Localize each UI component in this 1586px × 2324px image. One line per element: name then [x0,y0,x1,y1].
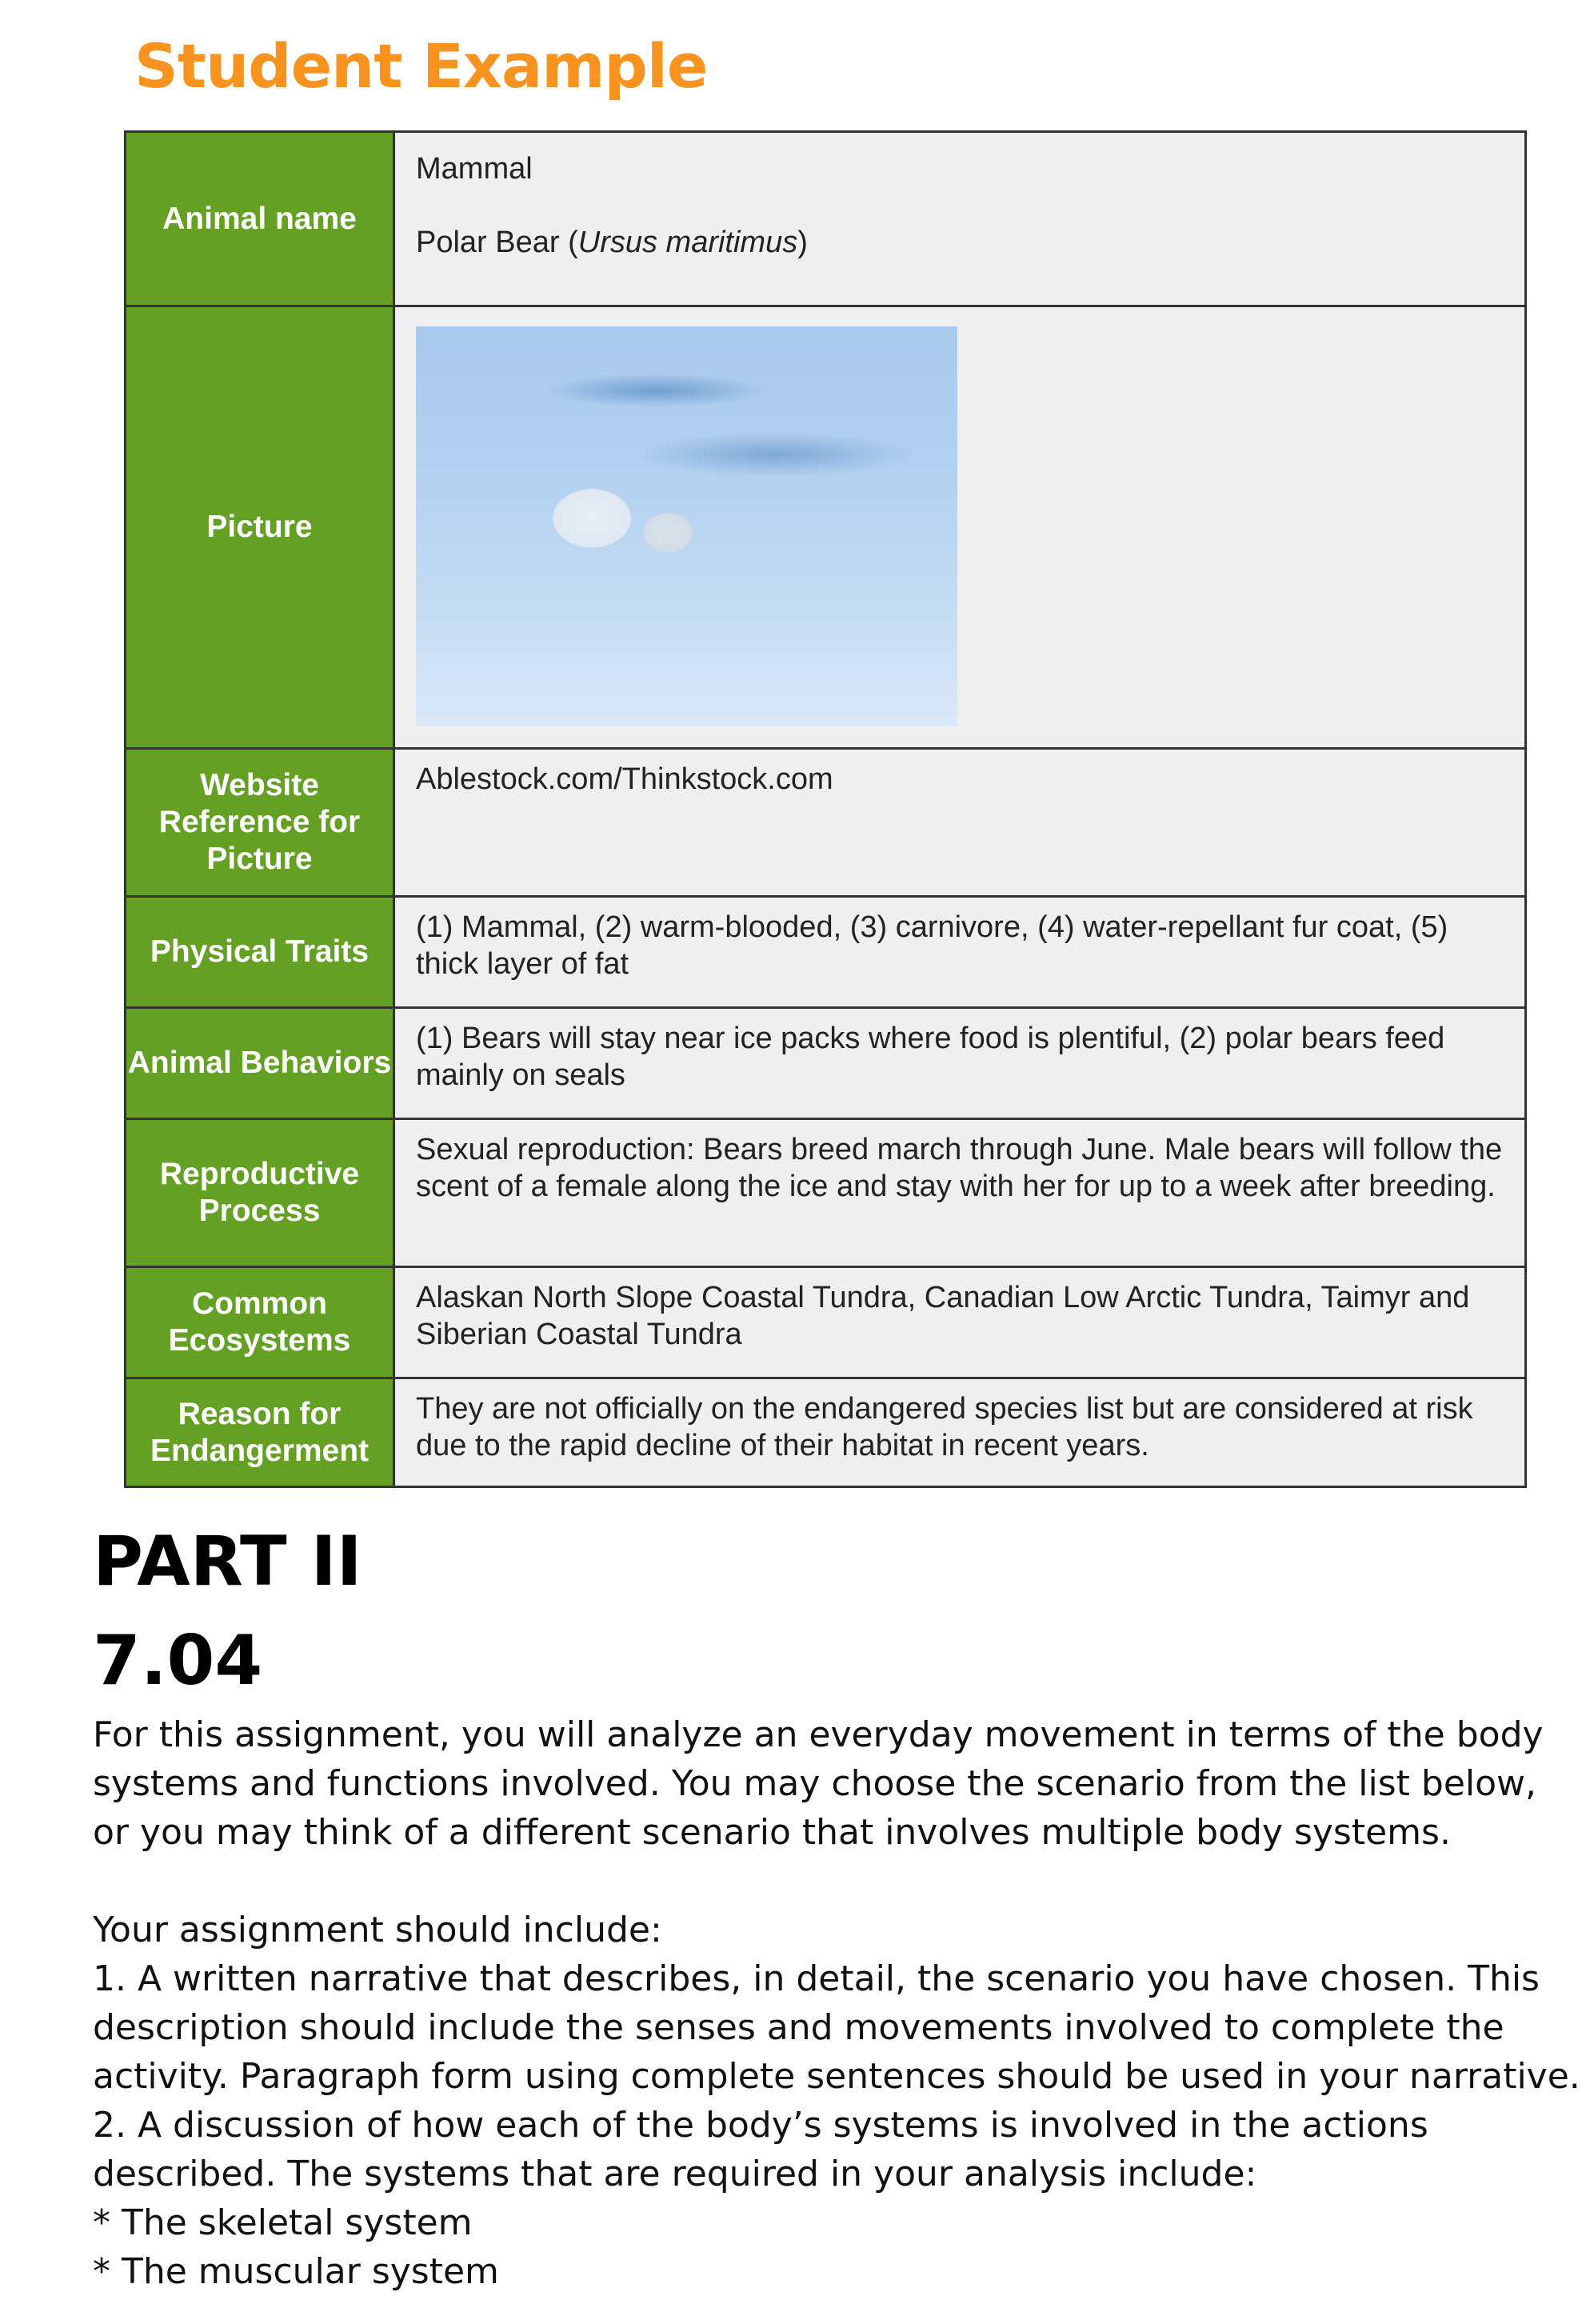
polar-bear-image [416,326,957,726]
list-item: * The skeletal system [93,2202,473,2243]
animal-info-table [124,130,1527,1488]
table-row-picture [126,306,1526,749]
row-label: Animal name [126,132,394,306]
include-heading: Your assignment should include: [93,1910,662,1950]
intro-paragraph: For this assignment, you will analyze an everyday movement in terms of the body systems and functions involved. You may choose the scenario from the list below, or you may think of a different scenario that involves multiple body systems. [93,1714,1544,1853]
animal-class: Mammal [416,152,533,186]
row-value: Sexual reproduction: Bears breed march through June. Male bears will follow the scent of a female along the ice and stay with her for up to a week after breeding. [394,1119,1526,1267]
animal-common-name [416,224,1505,261]
table-row-physical-traits [126,897,1526,1008]
list-item: * The muscular system [93,2251,499,2292]
common-name-text: Polar Bear ( [416,226,578,259]
assignment-text [93,1710,1580,2296]
paren-close: ) [797,226,808,259]
table-row-animal-name [126,132,1526,306]
table-row-behaviors [126,1008,1526,1119]
row-label: Common Ecosystems [126,1267,394,1378]
row-label: Animal Behaviors [126,1008,394,1119]
list-item: 2. A discussion of how each of the body’s systems is involved in the actions described. The systems that are required in your analysis include: [93,2105,1428,2194]
row-value: (1) Mammal, (2) warm-blooded, (3) carnivore, (4) water-repellant fur coat, (5) thick layer of fat [394,897,1526,1008]
scientific-name: Ursus maritimus [577,226,798,259]
part-heading: PART II [93,1522,362,1602]
section-number: 7.04 [93,1621,263,1701]
table-row-endangerment [126,1378,1526,1487]
row-value: Ablestock.com/Thinkstock.com [394,749,1526,897]
row-value: Alaskan North Slope Coastal Tundra, Canadian Low Arctic Tundra, Taimyr and Siberian Coastal Tundra [394,1267,1526,1378]
row-value [394,306,1526,749]
table-row-reproduction [126,1119,1526,1267]
list-item: 1. A written narrative that describes, in detail, the scenario you have chosen. This description should include the senses and movements involved to complete the activity. Paragraph form using complete sentences should be used in your narrative. [93,1958,1580,2097]
page-title: Student Example [134,30,708,102]
table-row-website [126,749,1526,897]
row-label: Website Reference for Picture [126,749,394,897]
row-label: Picture [126,306,394,749]
row-label: Reason for Endangerment [126,1378,394,1487]
row-label: Physical Traits [126,897,394,1008]
row-label: Reproductive Process [126,1119,394,1267]
table-row-ecosystems [126,1267,1526,1378]
row-value: (1) Bears will stay near ice packs where food is plentiful, (2) polar bears feed mainly on seals [394,1008,1526,1119]
row-value [394,132,1526,306]
row-value: They are not officially on the endangered species list but are considered at risk due to the rapid decline of their habitat in recent years. [394,1378,1526,1487]
